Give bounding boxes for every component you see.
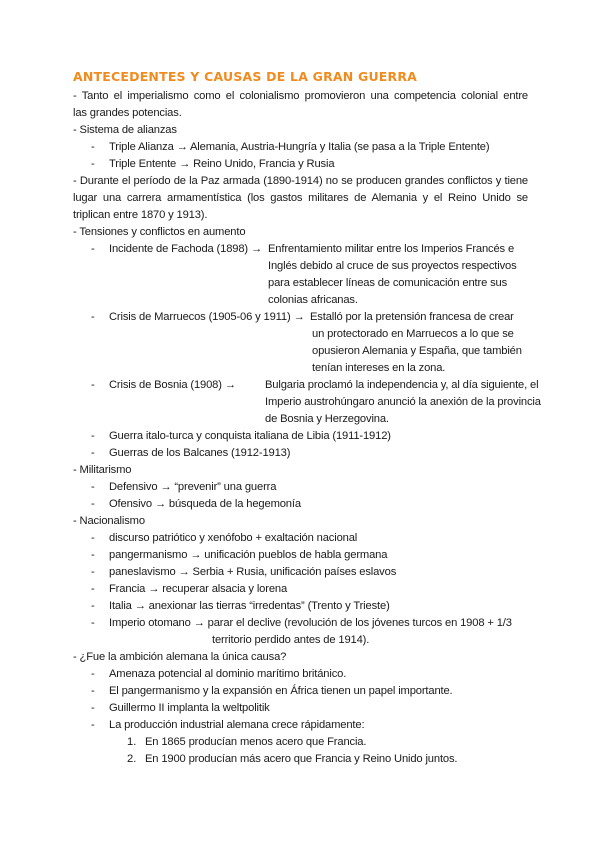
balcanes-item: Guerras de los Balcanes (1912-1913) [109,447,291,459]
paz-armada-line-2: lugar una carrera armamentística (los gastos militares de Alemania y el Reino Unido se [73,192,528,204]
marruecos-line: tenían intereses en la zona. [312,362,446,374]
bullet-dash: - [91,617,95,629]
bullet-dash: - [91,685,95,697]
sub-item-text: En 1865 producían menos acero que Francia. [145,736,367,748]
tensiones-heading: - Tensiones y conflictos en aumento [73,226,246,238]
sub-item-number: 2. [127,753,137,765]
militarismo-item: Defensivo → “prevenir” una guerra [109,481,277,493]
bullet-dash: - [91,243,95,255]
paz-armada-line-3: triplican entre 1870 y 1913). [73,209,208,221]
marruecos-line: un protectorado en Marruecos a lo que se [312,328,514,340]
bullet-dash: - [91,532,95,544]
nacionalismo-heading: - Nacionalismo [73,515,145,527]
marruecos-line: opusieron Alemania y España, que también [312,345,522,357]
sub-item-text: En 1900 producían más acero que Francia y Reino Unido juntos. [145,753,458,765]
bosnia-line: de Bosnia y Herzegovina. [265,413,389,425]
paz-armada-line-1: - Durante el período de la Paz armada (1890-1914) no se producen grandes conflictos y tiene [73,175,528,187]
nacionalismo-item: Italia → anexionar las tierras “irredentas” (Trento y Trieste) [109,600,390,612]
bullet-dash: - [91,158,95,170]
bullet-dash: - [91,600,95,612]
bullet-dash: - [91,447,95,459]
otomano-line-2: territorio perdido antes de 1914). [212,634,370,646]
bullet-dash: - [91,311,95,323]
alianzas-heading: - Sistema de alianzas [73,124,177,136]
ambicion-item: Guillermo II implanta la weltpolitik [109,702,270,714]
fachoda-line: Enfrentamiento militar entre los Imperios Francés e [268,243,515,255]
bosnia-label: Crisis de Bosnia (1908) → [109,379,236,391]
bullet-dash: - [91,702,95,714]
fachoda-line: colonias africanas. [268,294,358,306]
alianzas-item: Triple Entente → Reino Unido, Francia y Rusia [109,158,335,170]
bullet-dash: - [91,141,95,153]
bosnia-line: Bulgaria proclamó la independencia y, al día siguiente, el [265,379,539,391]
ambicion-item: El pangermanismo y la expansión en África tienen un papel importante. [109,685,453,697]
bullet-dash: - [91,549,95,561]
intro-line-1: - Tanto el imperialismo como el colonialismo promovieron una competencia colonial entre [73,90,528,102]
intro-line-2: las grandes potencias. [73,107,182,119]
document-title: ANTECEDENTES Y CAUSAS DE LA GRAN GUERRA [73,69,418,84]
otomano-line-1: Imperio otomano → parar el declive (revolución de los jóvenes turcos en 1908 + 1/3 [109,617,512,629]
marruecos-label: Crisis de Marruecos (1905-06 y 1911) → [109,311,305,323]
bullet-dash: - [91,481,95,493]
italo-turca-item: Guerra italo-turca y conquista italiana de Libia (1911-1912) [109,430,391,442]
sub-item-number: 1. [127,736,137,748]
militarismo-item: Ofensivo → búsqueda de la hegemonía [109,498,301,510]
bullet-dash: - [91,379,95,391]
bullet-dash: - [91,719,95,731]
militarismo-heading: - Militarismo [73,464,132,476]
fachoda-line: para establecer líneas de comunicación entre sus [268,277,508,289]
nacionalismo-item: Francia → recuperar alsacia y lorena [109,583,288,595]
bullet-dash: - [91,583,95,595]
bullet-dash: - [91,498,95,510]
ambicion-heading: - ¿Fue la ambición alemana la única causa? [73,651,287,663]
nacionalismo-item: paneslavismo → Serbia + Rusia, unificación países eslavos [109,566,397,578]
bullet-dash: - [91,566,95,578]
ambicion-item: La producción industrial alemana crece rápidamente: [109,719,365,731]
bosnia-line: Imperio austrohúngaro anunció la anexión de la provincia [265,396,541,408]
ambicion-item: Amenaza potencial al dominio marítimo británico. [109,668,347,680]
bullet-dash: - [91,430,95,442]
nacionalismo-item: pangermanismo → unificación pueblos de habla germana [109,549,388,561]
fachoda-line: Inglés debido al cruce de sus proyectos respectivos [268,260,517,272]
fachoda-label: Incidente de Fachoda (1898) → [109,243,262,255]
nacionalismo-item: discurso patriótico y xenófobo + exaltación nacional [109,532,358,544]
alianzas-item: Triple Alianza → Alemania, Austria-Hungría y Italia (se pasa a la Triple Entente) [109,141,490,153]
bullet-dash: - [91,668,95,680]
marruecos-line: Estalló por la pretensión francesa de crear [310,311,514,323]
